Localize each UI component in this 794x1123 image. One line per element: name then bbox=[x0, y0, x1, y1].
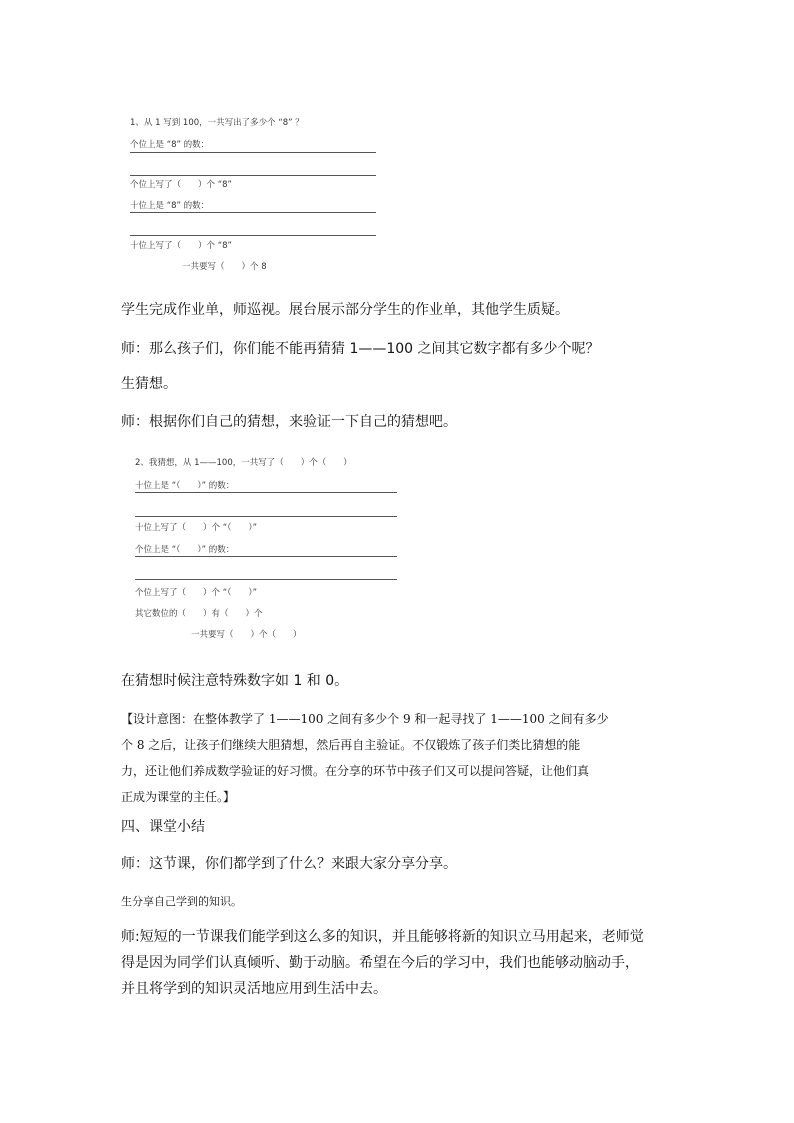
design-line: 正成为课堂的主任。】 bbox=[121, 790, 236, 804]
paragraph-5: 在猜想时候注意特殊数字如 1 和 0。 bbox=[121, 673, 349, 689]
paragraph-7: 生分享自己学到的知识。 bbox=[121, 895, 242, 908]
answer-line bbox=[135, 492, 397, 493]
worksheet-2-ones-count: 个位上写了（ ）个 “（ ）” bbox=[135, 588, 258, 598]
worksheet-2-tens-count: 十位上写了（ ）个 “（ ）” bbox=[135, 523, 258, 533]
worksheet-1-total: 一共要写（ ）个 8 bbox=[182, 262, 267, 272]
paragraph-2: 师：那么孩子们，你们能不能再猜猜 1——100 之间其它数字都有多少个呢？ bbox=[121, 341, 600, 357]
worksheet-1-ones-count: 个位上写了（ ）个 “8” bbox=[130, 180, 232, 190]
summary-line: 得是因为同学们认真倾听、勤于动脑。希望在今后的学习中，我们也能够动脑动手， bbox=[121, 955, 639, 971]
summary bbox=[121, 924, 681, 1002]
paragraph-3: 生猜想。 bbox=[121, 376, 177, 392]
worksheet-1-tens-label: 十位上是 “8” 的数： bbox=[130, 201, 210, 211]
section-heading: 四、课堂小结 bbox=[121, 819, 205, 835]
answer-line bbox=[135, 516, 397, 517]
worksheet-1-ones-label: 个位上是 “8” 的数： bbox=[130, 140, 210, 150]
design-line: 个 8 之后，让孩子们继续大胆猜想，然后再自主验证。不仅锻炼了孩子们类比猜想的能 bbox=[121, 738, 581, 752]
worksheet-2-ones-label: 个位上是 “（ ）” 的数： bbox=[135, 545, 235, 555]
answer-line bbox=[130, 212, 376, 213]
answer-line bbox=[135, 579, 397, 580]
answer-line bbox=[130, 235, 376, 236]
worksheet-1 bbox=[128, 116, 378, 276]
worksheet-2-other: 其它数位的（ ）有（ ）个 bbox=[135, 609, 263, 619]
answer-line bbox=[135, 556, 397, 557]
summary-line: 并且将学到的知识灵活地应用到生活中去。 bbox=[121, 981, 387, 997]
design-line: 力，还让他们养成数学验证的好习惯。在分享的环节中孩子们又可以提问答疑，让他们真 bbox=[121, 764, 590, 778]
worksheet-2-total: 一共要写（ ）个（ ） bbox=[191, 630, 302, 640]
worksheet-2-title: 2、我猜想，从 1——100，一共写了（ ）个（ ） bbox=[135, 458, 352, 468]
answer-line bbox=[130, 175, 376, 176]
worksheet-1-tens-count: 十位上写了（ ）个 “8” bbox=[130, 241, 232, 251]
design-intent bbox=[121, 706, 681, 810]
answer-line bbox=[130, 152, 376, 153]
design-line: 【设计意图：在整体教学了 1——100 之间有多少个 9 和一起寻找了 1——100 之间有多少 bbox=[121, 712, 609, 726]
summary-line: 师:短短的一节课我们能学到这么多的知识，并且能够将新的知识立马用起来，老师觉 bbox=[121, 929, 644, 945]
paragraph-1: 学生完成作业单，师巡视。展台展示部分学生的作业单，其他学生质疑。 bbox=[121, 302, 569, 318]
worksheet-1-title: 1、从 1 写到 100，一共写出了多少个 “8” ？ bbox=[130, 118, 304, 128]
worksheet-2 bbox=[133, 456, 403, 646]
worksheet-2-tens-label: 十位上是 “（ ）” 的数： bbox=[135, 481, 235, 491]
paragraph-6: 师：这节课，你们都学到了什么？来跟大家分享分享。 bbox=[121, 856, 457, 872]
paragraph-4: 师：根据你们自己的猜想，来验证一下自己的猜想吧。 bbox=[121, 414, 457, 430]
